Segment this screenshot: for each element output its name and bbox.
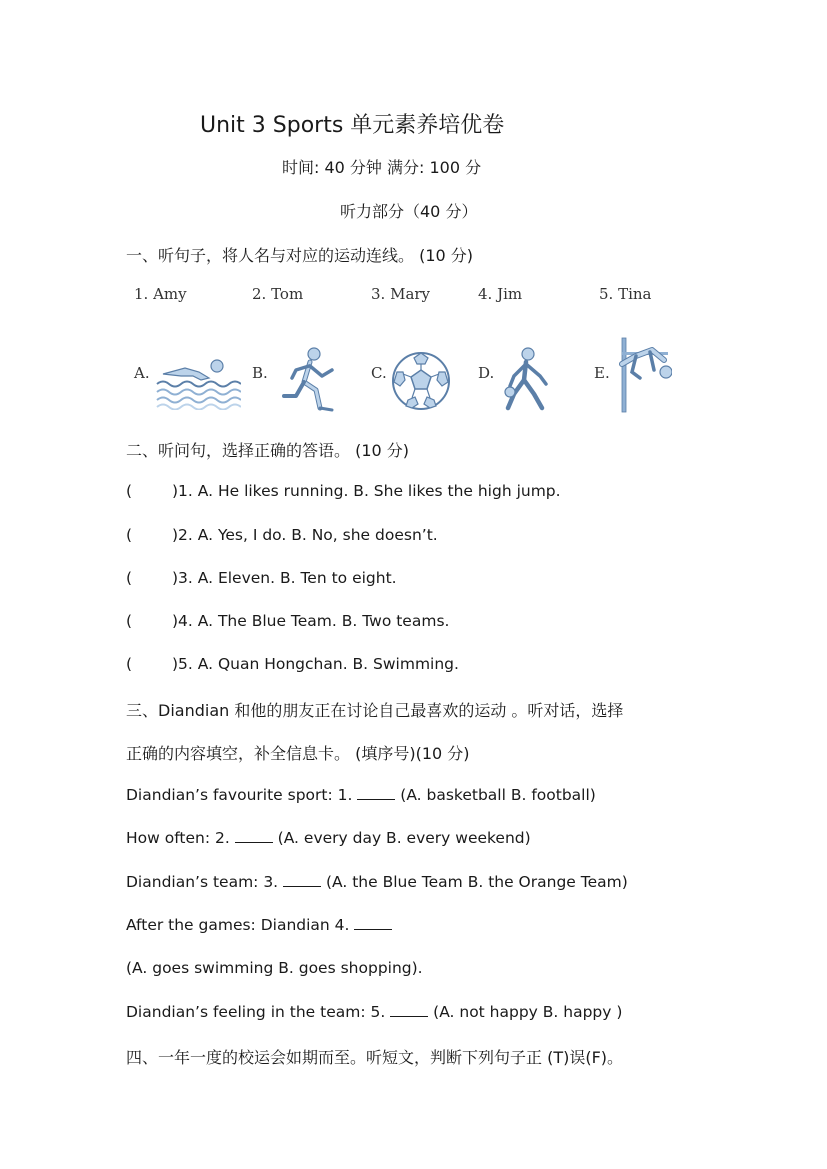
section-2-heading: 二、听问句，选择正确的答语。 (10 分) bbox=[126, 441, 410, 460]
fill-blank[interactable] bbox=[354, 917, 392, 930]
question-text: )3. A. Eleven. B. Ten to eight. bbox=[172, 569, 397, 587]
high-jump-icon bbox=[614, 336, 672, 414]
name-item: 3. Mary bbox=[371, 285, 431, 303]
question-item bbox=[126, 526, 438, 544]
basketball-icon bbox=[500, 346, 552, 412]
part-heading: 听力部分（40 分） bbox=[340, 202, 478, 221]
section-3-heading-line1: 三、Diandian 和他的朋友正在讨论自己最喜欢的运动 。听对话，选择 bbox=[126, 701, 624, 720]
question-text: )2. A. Yes, I do. B. No, she doesn’t. bbox=[172, 526, 438, 544]
question-item bbox=[126, 482, 561, 500]
question-item bbox=[126, 612, 449, 630]
question-item bbox=[126, 569, 397, 587]
page-title: Unit 3 Sports 单元素养培优卷 bbox=[200, 113, 505, 138]
info-card-line: Diandian’s favourite sport: 1. (A. basketball B. football) bbox=[126, 786, 596, 804]
section-3-heading-line2: 正确的内容填空，补全信息卡。 (填序号)(10 分) bbox=[126, 744, 470, 763]
question-text: )5. A. Quan Hongchan. B. Swimming. bbox=[172, 655, 459, 673]
option-letter: B. bbox=[252, 364, 268, 382]
question-text: )4. A. The Blue Team. B. Two teams. bbox=[172, 612, 450, 630]
fill-blank[interactable] bbox=[283, 874, 321, 887]
answer-bracket-open[interactable]: ( bbox=[126, 482, 133, 500]
exam-time-score: 时间: 40 分钟 满分: 100 分 bbox=[282, 158, 482, 177]
info-card-line: Diandian’s team: 3. (A. the Blue Team B. the Orange Team) bbox=[126, 873, 628, 891]
info-card-line: After the games: Diandian 4. bbox=[126, 916, 392, 934]
answer-bracket-open[interactable]: ( bbox=[126, 655, 133, 673]
question-item bbox=[126, 655, 459, 673]
question-text: )1. A. He likes running. B. She likes the high jump. bbox=[172, 482, 561, 500]
name-item: 1. Amy bbox=[134, 285, 187, 303]
name-item: 4. Jim bbox=[478, 285, 523, 303]
football-icon bbox=[390, 350, 452, 412]
option-letter: C. bbox=[371, 364, 387, 382]
answer-bracket-open[interactable]: ( bbox=[126, 526, 133, 544]
fill-blank[interactable] bbox=[235, 830, 273, 843]
section-4-heading: 四、一年一度的校运会如期而至。听短文，判断下列句子正 (T)误(F)。 bbox=[126, 1048, 624, 1067]
fill-blank[interactable] bbox=[357, 787, 395, 800]
name-item: 5. Tina bbox=[599, 285, 652, 303]
answer-bracket-open[interactable]: ( bbox=[126, 612, 133, 630]
swimming-icon bbox=[155, 352, 241, 410]
running-icon bbox=[280, 346, 342, 412]
info-card-line: Diandian’s feeling in the team: 5. (A. not happy B. happy ) bbox=[126, 1003, 623, 1021]
info-card-line: How often: 2. (A. every day B. every weekend) bbox=[126, 829, 531, 847]
info-card-line: (A. goes swimming B. goes shopping). bbox=[126, 959, 423, 977]
name-item: 2. Tom bbox=[252, 285, 304, 303]
option-letter: A. bbox=[134, 364, 150, 382]
section-1-heading: 一、听句子，将人名与对应的运动连线。 (10 分) bbox=[126, 246, 474, 265]
option-letter: E. bbox=[594, 364, 610, 382]
option-letter: D. bbox=[478, 364, 495, 382]
fill-blank[interactable] bbox=[390, 1004, 428, 1017]
answer-bracket-open[interactable]: ( bbox=[126, 569, 133, 587]
